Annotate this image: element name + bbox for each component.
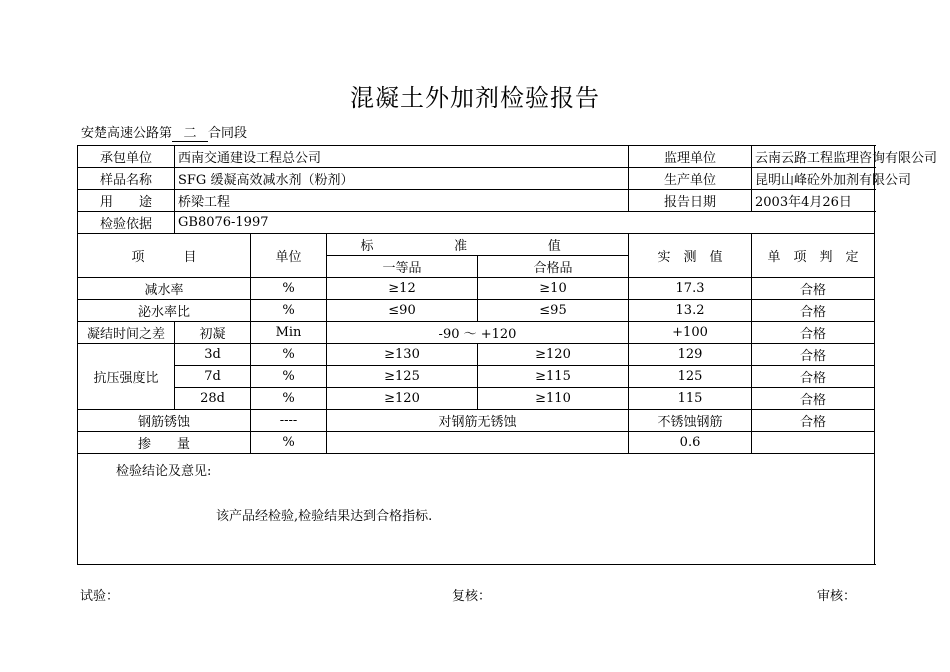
compressive-row-3d — [78, 344, 875, 366]
bleeding-judgment: 合格 — [752, 300, 875, 322]
compressive-grade1: ≥130 — [327, 344, 478, 366]
compressive-judgment: 合格 — [752, 344, 875, 366]
setting-standard: -90 ～ +120 — [327, 322, 629, 344]
water-reduction-judgment: 合格 — [752, 278, 875, 300]
header-measured: 实 测 值 — [629, 234, 752, 278]
compressive-measured: 129 — [629, 344, 752, 366]
sample-label: 样品名称 — [78, 168, 175, 190]
compressive-grade1: ≥120 — [327, 388, 478, 410]
conclusion-row — [78, 454, 875, 565]
contractor-row — [78, 146, 875, 168]
compressive-measured: 125 — [629, 366, 752, 388]
bleeding-measured: 13.2 — [629, 300, 752, 322]
footer-audit: 审核： — [817, 589, 857, 604]
corrosion-name: 钢筋锈蚀 — [78, 410, 251, 432]
supervisor-label: 监理单位 — [629, 146, 752, 168]
dosage-name: 掺 量 — [78, 432, 251, 454]
bleeding-name: 泌水率比 — [78, 300, 251, 322]
dosage-judgment — [752, 432, 875, 454]
dosage-unit: % — [251, 432, 327, 454]
bleeding-row — [78, 300, 875, 322]
compressive-age: 3d — [175, 344, 251, 366]
supervisor-value: 云南云路工程监理咨询有限公司 — [752, 146, 875, 168]
sample-row — [78, 168, 875, 190]
header-judgment: 单 项 判 定 — [752, 234, 875, 278]
header-standard: 标 准 值 — [327, 234, 629, 256]
water-reduction-row — [78, 278, 875, 300]
usage-value: 桥梁工程 — [175, 190, 629, 212]
conclusion-text: 该产品经检验,检验结果达到合格指标. — [216, 509, 433, 524]
date-value: 2003年4月26日 — [752, 190, 875, 212]
contract-suffix: 合同段 — [208, 126, 248, 141]
report-title: 混凝土外加剂检验报告 — [350, 84, 600, 112]
header-row-1 — [78, 234, 875, 256]
compressive-unit: % — [251, 366, 327, 388]
compressive-qualified: ≥110 — [478, 388, 629, 410]
compressive-grade1: ≥125 — [327, 366, 478, 388]
water-reduction-qualified: ≥10 — [478, 278, 629, 300]
compressive-qualified: ≥120 — [478, 344, 629, 366]
date-label: 报告日期 — [629, 190, 752, 212]
corrosion-row — [78, 410, 875, 432]
compressive-measured: 115 — [629, 388, 752, 410]
header-qualified: 合格品 — [478, 256, 629, 278]
water-reduction-name: 减水率 — [78, 278, 251, 300]
bleeding-unit: % — [251, 300, 327, 322]
basis-label: 检验依据 — [78, 212, 175, 234]
setting-name: 凝结时间之差 — [78, 322, 175, 344]
corrosion-unit: ---- — [251, 410, 327, 432]
dosage-row — [78, 432, 875, 454]
setting-sub: 初凝 — [175, 322, 251, 344]
header-grade1: 一等品 — [327, 256, 478, 278]
header-item: 项 目 — [78, 234, 251, 278]
basis-value: GB8076-1997 — [175, 212, 875, 234]
compressive-unit: % — [251, 388, 327, 410]
setting-measured: +100 — [629, 322, 752, 344]
compressive-judgment: 合格 — [752, 366, 875, 388]
contractor-value: 西南交通建设工程总公司 — [175, 146, 629, 168]
contract-number: 二 — [172, 127, 208, 142]
corrosion-judgment: 合格 — [752, 410, 875, 432]
producer-value: 昆明山峰砼外加剂有限公司 — [752, 168, 875, 190]
bleeding-qualified: ≤95 — [478, 300, 629, 322]
dosage-measured: 0.6 — [629, 432, 752, 454]
compressive-judgment: 合格 — [752, 388, 875, 410]
usage-label: 用 途 — [78, 190, 175, 212]
producer-label: 生产单位 — [629, 168, 752, 190]
usage-row — [78, 190, 875, 212]
dosage-standard — [327, 432, 629, 454]
compressive-row-7d — [78, 366, 875, 388]
setting-unit: Min — [251, 322, 327, 344]
conclusion-cell — [78, 454, 875, 565]
water-reduction-unit: % — [251, 278, 327, 300]
compressive-unit: % — [251, 344, 327, 366]
header-unit: 单位 — [251, 234, 327, 278]
report-table — [77, 145, 938, 565]
bleeding-grade1: ≤90 — [327, 300, 478, 322]
sample-value: SFG 缓凝高效减水剂（粉剂） — [175, 168, 629, 190]
compressive-age: 7d — [175, 366, 251, 388]
contract-prefix: 安楚高速公路第 — [81, 126, 173, 141]
setting-judgment: 合格 — [752, 322, 875, 344]
setting-row — [78, 322, 875, 344]
compressive-name: 抗压强度比 — [78, 344, 175, 410]
compressive-row-28d — [78, 388, 875, 410]
contractor-label: 承包单位 — [78, 146, 175, 168]
contract-section — [81, 122, 247, 142]
footer-test: 试验： — [80, 589, 120, 604]
conclusion-label: 检验结论及意见: — [116, 464, 212, 479]
water-reduction-grade1: ≥12 — [327, 278, 478, 300]
footer-review: 复核： — [452, 589, 492, 604]
compressive-qualified: ≥115 — [478, 366, 629, 388]
corrosion-standard: 对钢筋无锈蚀 — [327, 410, 629, 432]
water-reduction-measured: 17.3 — [629, 278, 752, 300]
basis-row — [78, 212, 875, 234]
compressive-age: 28d — [175, 388, 251, 410]
corrosion-measured: 不锈蚀钢筋 — [629, 410, 752, 432]
